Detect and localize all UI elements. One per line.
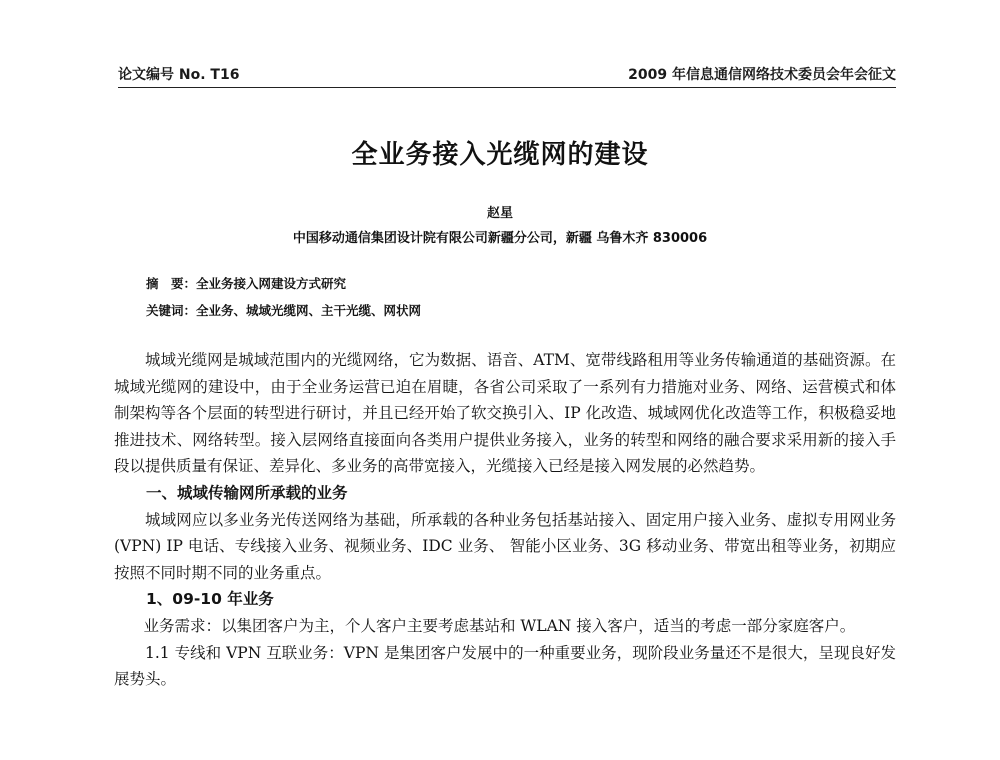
abstract-text: 全业务接入网建设方式研究 (196, 276, 347, 291)
page-header (118, 64, 896, 86)
author-affiliation: 中国移动通信集团设计院有限公司新疆分公司，新疆 乌鲁木齐 830006 (292, 231, 708, 246)
intro-paragraph: 城域光缆网是城域范围内的光缆网络，它为数据、语音、ATM、宽带线路租用等业务传输通道的基础资源。在城域光缆网的建设中，由于全业务运营已迫在眉睫，各省公司采取了一系列有力措施对业务、网络、运营模式和体制架构等各个层面的转型进行研讨，并且已经开始了软交换引入、IP 化改造、城域网优化改造等工作，积极稳妥地推进技术、网络转型。接入层网络直接面向各类用户提供业务接入，业务的转型和网络的融合要求采用新的接入手段以提供质量有保证、差异化、多业务的高带宽接入，光缆接入已经是接入网发展的必然趋势。 (114, 351, 896, 476)
abstract-label: 摘 要： (146, 276, 197, 291)
paper-title: 全业务接入光缆网的建设 (351, 140, 649, 170)
keywords-label: 关键词： (146, 303, 197, 318)
body-text (114, 347, 896, 693)
section-heading: 一、城域传输网所承载的业务 (146, 483, 348, 502)
keywords-line (146, 301, 421, 319)
subsection-item-paragraph: 1.1 专线和 VPN 互联业务：VPN 是集团客户发展中的一种重要业务，现阶段业务量还不是很大，呈现良好发展势头。 (114, 643, 896, 689)
paper-number: 论文编号 No. T16 (118, 67, 240, 83)
header-divider (118, 87, 896, 88)
conference-name: 2009 年信息通信网络技术委员会年会征文 (628, 67, 896, 83)
author-name: 赵星 (486, 206, 513, 221)
abstract-line (146, 274, 346, 292)
subsection-paragraph: 业务需求：以集团客户为主，个人客户主要考虑基站和 WLAN 接入客户，适当的考虑一部分家庭客户。 (143, 616, 856, 635)
keywords-text: 全业务、城域光缆网、主干光缆、网状网 (196, 303, 422, 318)
section-paragraph: 城域网应以多业务光传送网络为基础，所承载的各种业务包括基站接入、固定用户接入业务、虚拟专用网业务 (VPN) IP 电话、专线接入业务、视频业务、IDC 业务、 智能小区业务、3G 移动业务、带宽出租等业务，初期应按照不同时期不同的业务重点。 (114, 510, 896, 582)
subsection-heading: 1、09-10 年业务 (146, 590, 274, 609)
